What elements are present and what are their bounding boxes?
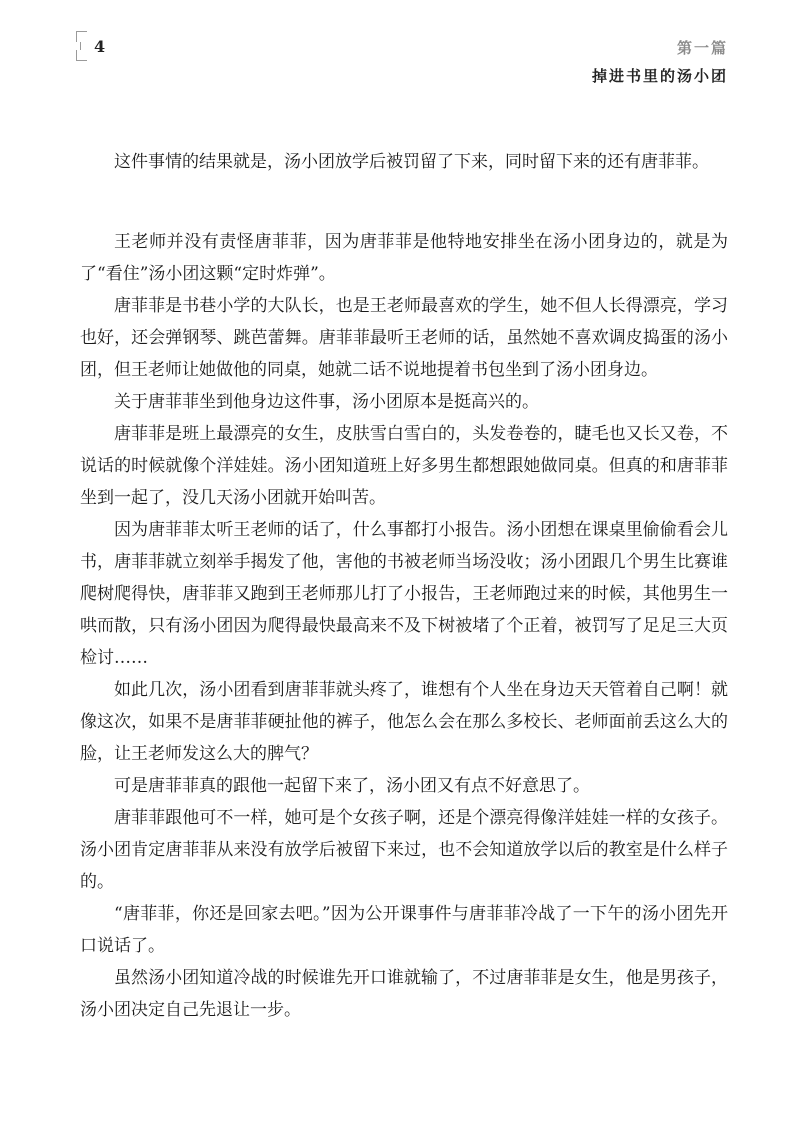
- paragraph: 关于唐菲菲坐到他身边这件事，汤小团原本是挺高兴的。: [114, 392, 539, 412]
- paragraph: 这件事情的结果就是，汤小团放学后被罚留了下来，同时留下来的还有唐菲菲。: [114, 152, 709, 172]
- paragraph: 虽然汤小团知道冷战的时候谁先开口谁就输了，不过唐菲菲是女生，他是男孩子，汤小团决定自己先退让一步。: [80, 968, 728, 1020]
- paragraph: 如此几次，汤小团看到唐菲菲就头疼了，谁想有个人坐在身边天天管着自己啊！就像这次，如果不是唐菲菲硬扯他的裤子，他怎么会在那么多校长、老师面前丢这么大的脸，让王老师发这么大的脾气？: [80, 680, 728, 764]
- paragraph: 可是唐菲菲真的跟他一起留下来了，汤小团又有点不好意思了。: [114, 776, 590, 796]
- paragraph: 唐菲菲跟他可不一样，她可是个女孩子啊，还是个漂亮得像洋娃娃一样的女孩子。汤小团肯定唐菲菲从来没有放学后被留下来过，也不会知道放学以后的教室是什么样子的。: [80, 808, 728, 892]
- paragraph: 因为唐菲菲太听王老师的话了，什么事都打小报告。汤小团想在课桌里偷偷看会儿书，唐菲菲就立刻举手揭发了他，害他的书被老师当场没收；汤小团跟几个男生比赛谁爬树爬得快，唐菲菲又跑到王老师那儿打了小报告，王老师跑过来的时候，其他男生一哄而散，只有汤小团因为爬得最快最高来不及下树被堵了个正着，被罚写了足足三大页检讨……: [80, 520, 728, 668]
- paragraph: 王老师并没有责怪唐菲菲，因为唐菲菲是他特地安排坐在汤小团身边的，就是为了“看住”汤小团这颗“定时炸弹”。: [80, 232, 728, 284]
- part-title: 第一篇: [676, 39, 728, 57]
- page-number: 4: [94, 36, 106, 56]
- corner-bracket-icon: [74, 31, 88, 61]
- page-number-block: [74, 30, 105, 62]
- running-head: [592, 34, 728, 90]
- body-text: [80, 146, 728, 1026]
- paragraph: 唐菲菲是班上最漂亮的女生，皮肤雪白雪白的，头发卷卷的，睫毛也又长又卷，不说话的时候就像个洋娃娃。汤小团知道班上好多男生都想跟她做同桌。但真的和唐菲菲坐到一起了，没几天汤小团就开始叫苦。: [80, 424, 728, 508]
- paragraph: “唐菲菲，你还是回家去吧。”因为公开课事件与唐菲菲冷战了一下午的汤小团先开口说话了。: [80, 904, 728, 956]
- chapter-title: 掉进书里的汤小团: [591, 67, 728, 85]
- paragraph: 唐菲菲是书巷小学的大队长，也是王老师最喜欢的学生，她不但人长得漂亮，学习也好，还会弹钢琴、跳芭蕾舞。唐菲菲最听王老师的话，虽然她不喜欢调皮捣蛋的汤小团，但王老师让她做他的同桌，她就二话不说地提着书包坐到了汤小团身边。: [80, 296, 728, 380]
